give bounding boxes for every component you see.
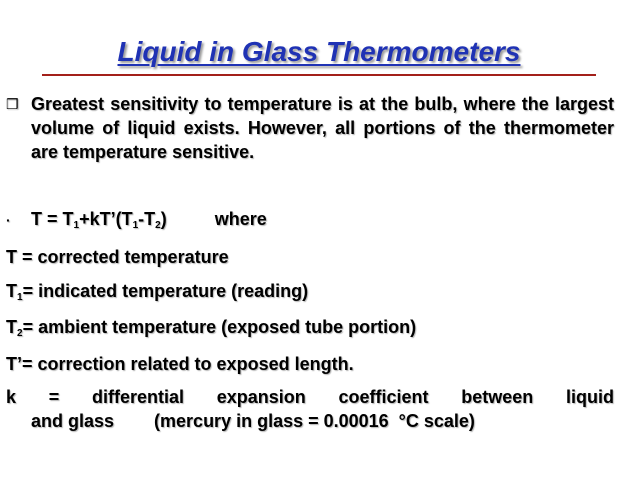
definition-text: = indicated temperature (reading) (22, 281, 309, 301)
definition-symbol: T (6, 317, 17, 337)
definition-symbol: T (6, 281, 17, 301)
sensitivity-bullet (6, 92, 614, 164)
sensitivity-bullet-text: Greatest sensitivity to temperature is at the bulb, where the largest volume of liquid exists. However, all portions of the thermometer are temperature sensitive. (31, 94, 614, 162)
definition-k-line2: and glass (mercury in glass = 0.00016 °C scale) (31, 411, 475, 431)
definition-subscript: 2 (17, 328, 23, 339)
definition-t1 (6, 279, 618, 303)
equation-part: -T (138, 209, 156, 229)
correction-equation (6, 207, 606, 232)
equation-part: ) (160, 209, 167, 229)
title-underline-rule (42, 74, 596, 76)
bullet-box-icon: ❒ (6, 96, 19, 112)
bullet-dot-icon: · (6, 212, 11, 228)
definition-text: = ambient temperature (exposed tube portion) (22, 317, 417, 337)
equation-where-label: where (214, 209, 267, 229)
equation-subscript: 1 (132, 220, 139, 231)
equation-part: T = T (31, 209, 74, 229)
equation-subscript: 2 (155, 220, 161, 231)
slide-title: Liquid in Glass Thermometers (117, 36, 521, 67)
equation-part: +kT’(T (79, 209, 133, 229)
definition-t2 (6, 315, 618, 339)
definition-t-prime: T’= correction related to exposed length. (6, 354, 354, 374)
definition-subscript: 1 (17, 292, 23, 303)
definition-k (6, 385, 614, 433)
equation-subscript: 1 (73, 220, 80, 231)
definition-t: T = corrected temperature (6, 247, 229, 267)
definition-k-line1: k = differential expansion coefficient between liquid (6, 387, 614, 407)
